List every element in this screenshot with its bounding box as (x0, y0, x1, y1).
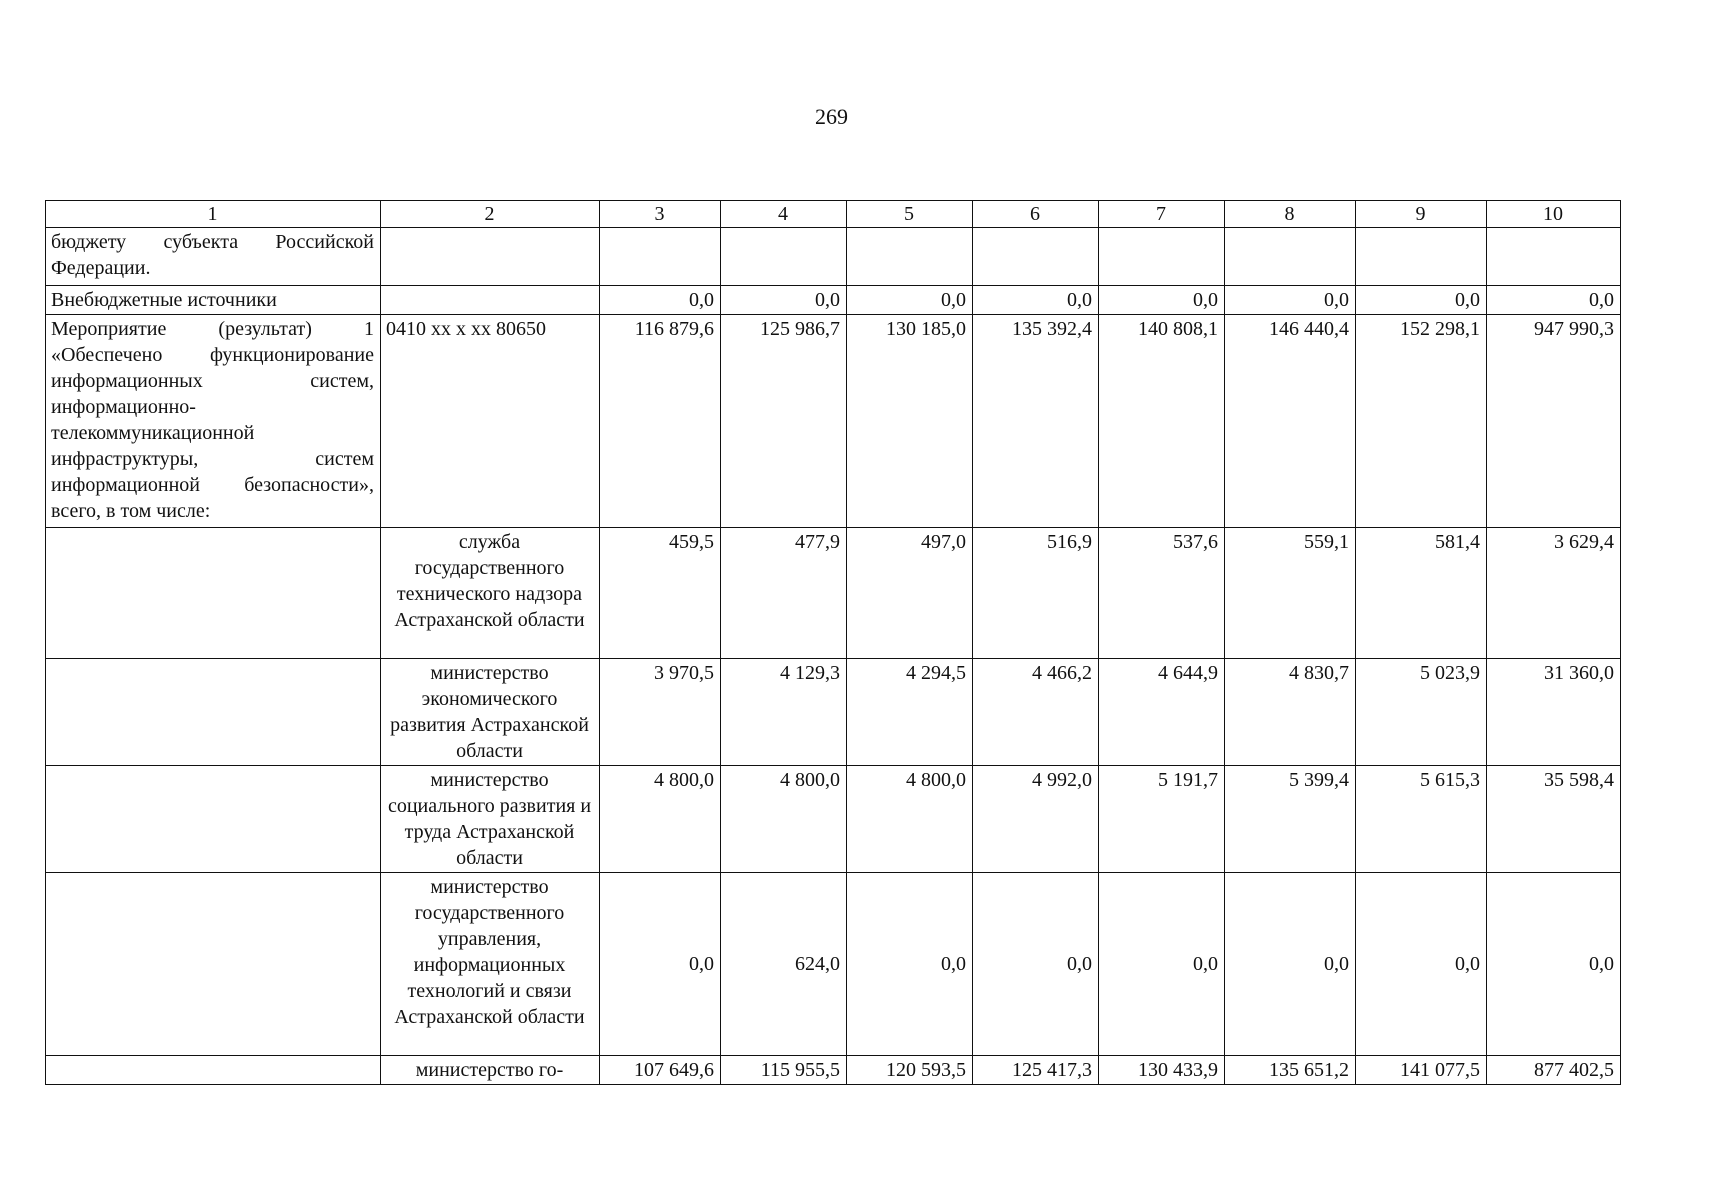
row-organization: министерство социального развития и труда Астраханской области (381, 766, 600, 873)
row-description: Внебюджетные источники (46, 286, 381, 315)
value-cell: 35 598,4 (1487, 766, 1621, 873)
budget-table (45, 200, 1621, 1085)
value-cell: 5 399,4 (1225, 766, 1356, 873)
table-row (46, 659, 1621, 766)
value-cell: 0,0 (1099, 873, 1225, 1056)
value-cell: 107 649,6 (600, 1056, 721, 1085)
row-description (46, 528, 381, 659)
value-cell (600, 228, 721, 286)
value-cell: 130 433,9 (1099, 1056, 1225, 1085)
row-description (46, 766, 381, 873)
value-cell: 5 615,3 (1356, 766, 1487, 873)
row-description (46, 873, 381, 1056)
header-cell: 3 (600, 201, 721, 228)
value-cell: 0,0 (721, 286, 847, 315)
value-cell: 537,6 (1099, 528, 1225, 659)
row-code (381, 286, 600, 315)
value-cell: 624,0 (721, 873, 847, 1056)
value-cell: 4 644,9 (1099, 659, 1225, 766)
header-cell: 5 (847, 201, 973, 228)
value-cell: 459,5 (600, 528, 721, 659)
value-cell: 0,0 (973, 286, 1099, 315)
value-cell: 477,9 (721, 528, 847, 659)
header-cell: 6 (973, 201, 1099, 228)
value-cell (1487, 228, 1621, 286)
value-cell: 141 077,5 (1356, 1056, 1487, 1085)
value-cell: 0,0 (1099, 286, 1225, 315)
value-cell (1356, 228, 1487, 286)
value-cell: 4 800,0 (847, 766, 973, 873)
value-cell (1225, 228, 1356, 286)
header-cell: 8 (1225, 201, 1356, 228)
value-cell: 116 879,6 (600, 315, 721, 528)
header-cell: 4 (721, 201, 847, 228)
table-row (46, 228, 1621, 286)
value-cell: 135 651,2 (1225, 1056, 1356, 1085)
value-cell: 0,0 (847, 873, 973, 1056)
table-row (46, 766, 1621, 873)
page-number: 269 (815, 104, 848, 129)
header-cell: 1 (46, 201, 381, 228)
value-cell (1099, 228, 1225, 286)
value-cell: 581,4 (1356, 528, 1487, 659)
row-description (46, 1056, 381, 1085)
value-cell: 3 970,5 (600, 659, 721, 766)
header-cell: 9 (1356, 201, 1487, 228)
value-cell: 4 830,7 (1225, 659, 1356, 766)
value-cell: 0,0 (600, 286, 721, 315)
value-cell: 0,0 (1487, 286, 1621, 315)
table-row (46, 286, 1621, 315)
value-cell: 3 629,4 (1487, 528, 1621, 659)
header-cell: 7 (1099, 201, 1225, 228)
value-cell: 115 955,5 (721, 1056, 847, 1085)
value-cell: 559,1 (1225, 528, 1356, 659)
value-cell: 4 466,2 (973, 659, 1099, 766)
row-description: бюджету субъекта Российской Федерации. (46, 228, 381, 286)
table-row (46, 315, 1621, 528)
value-cell: 497,0 (847, 528, 973, 659)
header-cell: 10 (1487, 201, 1621, 228)
value-cell: 125 417,3 (973, 1056, 1099, 1085)
value-cell: 0,0 (1356, 873, 1487, 1056)
table-row (46, 873, 1621, 1056)
row-code (381, 228, 600, 286)
value-cell: 4 800,0 (600, 766, 721, 873)
value-cell: 0,0 (847, 286, 973, 315)
value-cell: 5 023,9 (1356, 659, 1487, 766)
value-cell (847, 228, 973, 286)
value-cell: 0,0 (1356, 286, 1487, 315)
value-cell: 130 185,0 (847, 315, 973, 528)
value-cell: 0,0 (1225, 873, 1356, 1056)
table-row (46, 1056, 1621, 1085)
value-cell: 31 360,0 (1487, 659, 1621, 766)
row-organization: министерство экономического развития Астраханской области (381, 659, 600, 766)
value-cell: 0,0 (1225, 286, 1356, 315)
value-cell: 120 593,5 (847, 1056, 973, 1085)
value-cell: 4 294,5 (847, 659, 973, 766)
value-cell: 146 440,4 (1225, 315, 1356, 528)
value-cell: 5 191,7 (1099, 766, 1225, 873)
value-cell: 4 992,0 (973, 766, 1099, 873)
header-row (46, 201, 1621, 228)
value-cell: 516,9 (973, 528, 1099, 659)
row-description: Мероприятие (результат) 1 «Обеспечено функционирование информационных систем, информационно-телекоммуникационной инфраструктуры, систем информационной безопасности», всего, в том числе: (46, 315, 381, 528)
row-code: 0410 xx x xx 80650 (381, 315, 600, 528)
value-cell (721, 228, 847, 286)
value-cell (973, 228, 1099, 286)
value-cell: 135 392,4 (973, 315, 1099, 528)
value-cell: 140 808,1 (1099, 315, 1225, 528)
value-cell: 125 986,7 (721, 315, 847, 528)
value-cell: 4 800,0 (721, 766, 847, 873)
header-cell: 2 (381, 201, 600, 228)
value-cell: 4 129,3 (721, 659, 847, 766)
row-organization: министерство го- (381, 1056, 600, 1085)
value-cell: 152 298,1 (1356, 315, 1487, 528)
row-organization: министерство государственного управления, информационных технологий и связи Астраханской области (381, 873, 600, 1056)
row-organization: служба государственного технического надзора Астраханской области (381, 528, 600, 659)
value-cell: 947 990,3 (1487, 315, 1621, 528)
table-row (46, 528, 1621, 659)
value-cell: 0,0 (600, 873, 721, 1056)
value-cell: 0,0 (973, 873, 1099, 1056)
value-cell: 0,0 (1487, 873, 1621, 1056)
row-description (46, 659, 381, 766)
value-cell: 877 402,5 (1487, 1056, 1621, 1085)
